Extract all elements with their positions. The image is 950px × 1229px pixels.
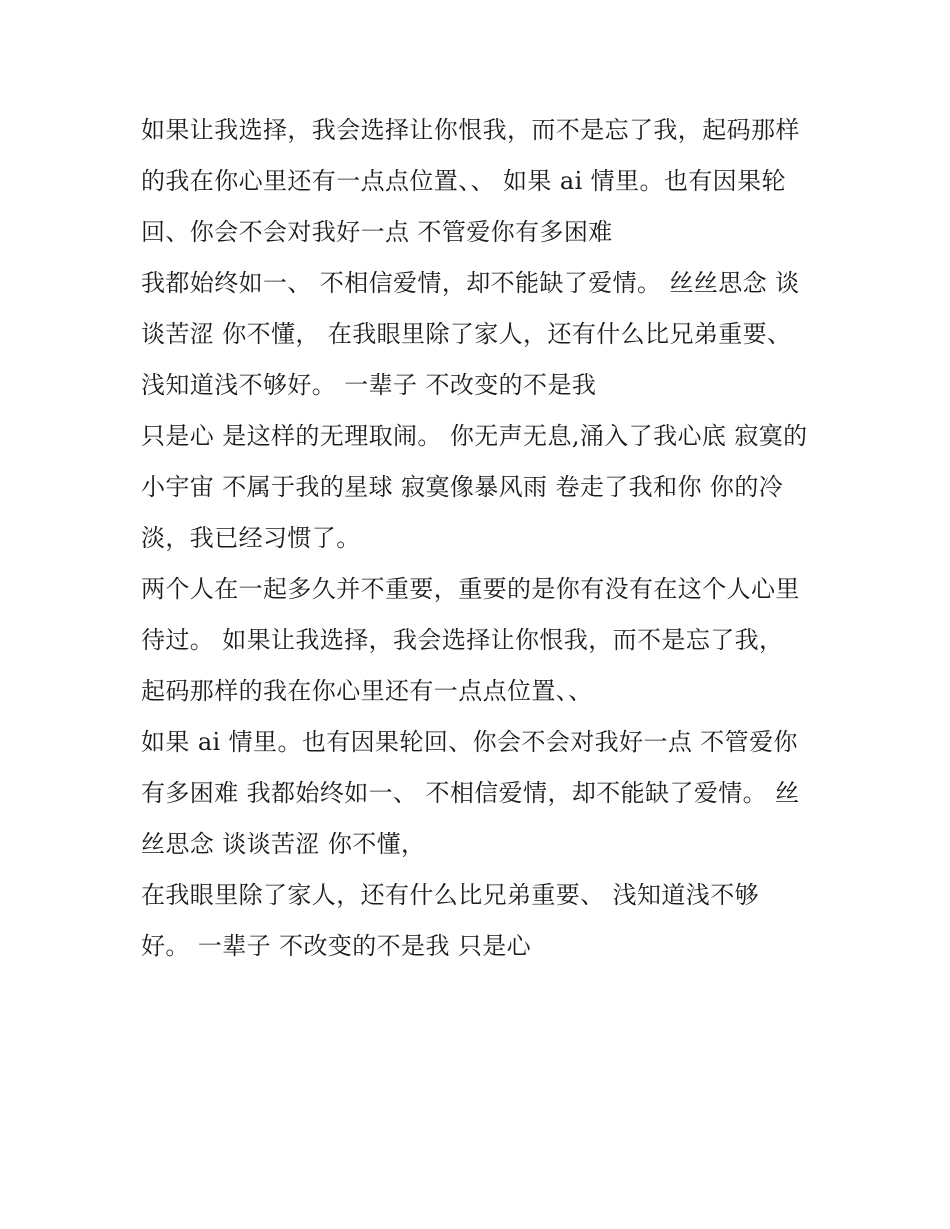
paragraph — [141, 717, 821, 870]
text-line: 丝思念 谈谈苦涩 你不懂， — [141, 830, 426, 858]
paragraph — [141, 105, 821, 258]
text-line: 如果 ai 情里。也有因果轮回、你会不会对我好一点 不管爱你 — [141, 728, 798, 756]
text-line: 淡，我已经习惯了。 — [141, 524, 361, 552]
text-line: 回、你会不会对我好一点 不管爱你有多困难 — [141, 218, 613, 246]
document-body — [141, 105, 821, 972]
text-line: 如果让我选择，我会选择让你恨我，而不是忘了我，起码那样 — [141, 116, 800, 144]
text-line: 的我在你心里还有一点点位置、、 如果 ai 情里。也有因果轮 — [141, 167, 786, 195]
text-line: 我都始终如一、 不相信爱情，却不能缺了爱情。 丝丝思念 谈 — [141, 269, 800, 297]
text-line: 小宇宙 不属于我的星球 寂寞像暴风雨 卷走了我和你 你的冷 — [141, 473, 784, 501]
text-line: 浅知道浅不够好。 一辈子 不改变的不是我 — [141, 371, 597, 399]
text-line: 有多困难 我都始终如一、 不相信爱情，却不能缺了爱情。 丝 — [141, 779, 800, 807]
text-line: 起码那样的我在你心里还有一点点位置、、 — [141, 677, 593, 705]
paragraph — [141, 564, 821, 717]
text-line: 待过。 如果让我选择，我会选择让你恨我，而不是忘了我， — [141, 626, 784, 654]
paragraph — [141, 411, 821, 564]
text-line: 只是心 是这样的无理取闹。 你无声无息,涌入了我心底 寂寞的 — [141, 422, 808, 450]
paragraph — [141, 258, 821, 411]
text-line: 好。 一辈子 不改变的不是我 只是心 — [141, 932, 532, 960]
text-line: 两个人在一起多久并不重要，重要的是你有没有在这个人心里 — [141, 575, 800, 603]
text-line: 谈苦涩 你不懂， 在我眼里除了家人，还有什么比兄弟重要、 — [141, 320, 792, 348]
paragraph — [141, 870, 821, 972]
text-line: 在我眼里除了家人，还有什么比兄弟重要、 浅知道浅不够 — [141, 881, 760, 909]
